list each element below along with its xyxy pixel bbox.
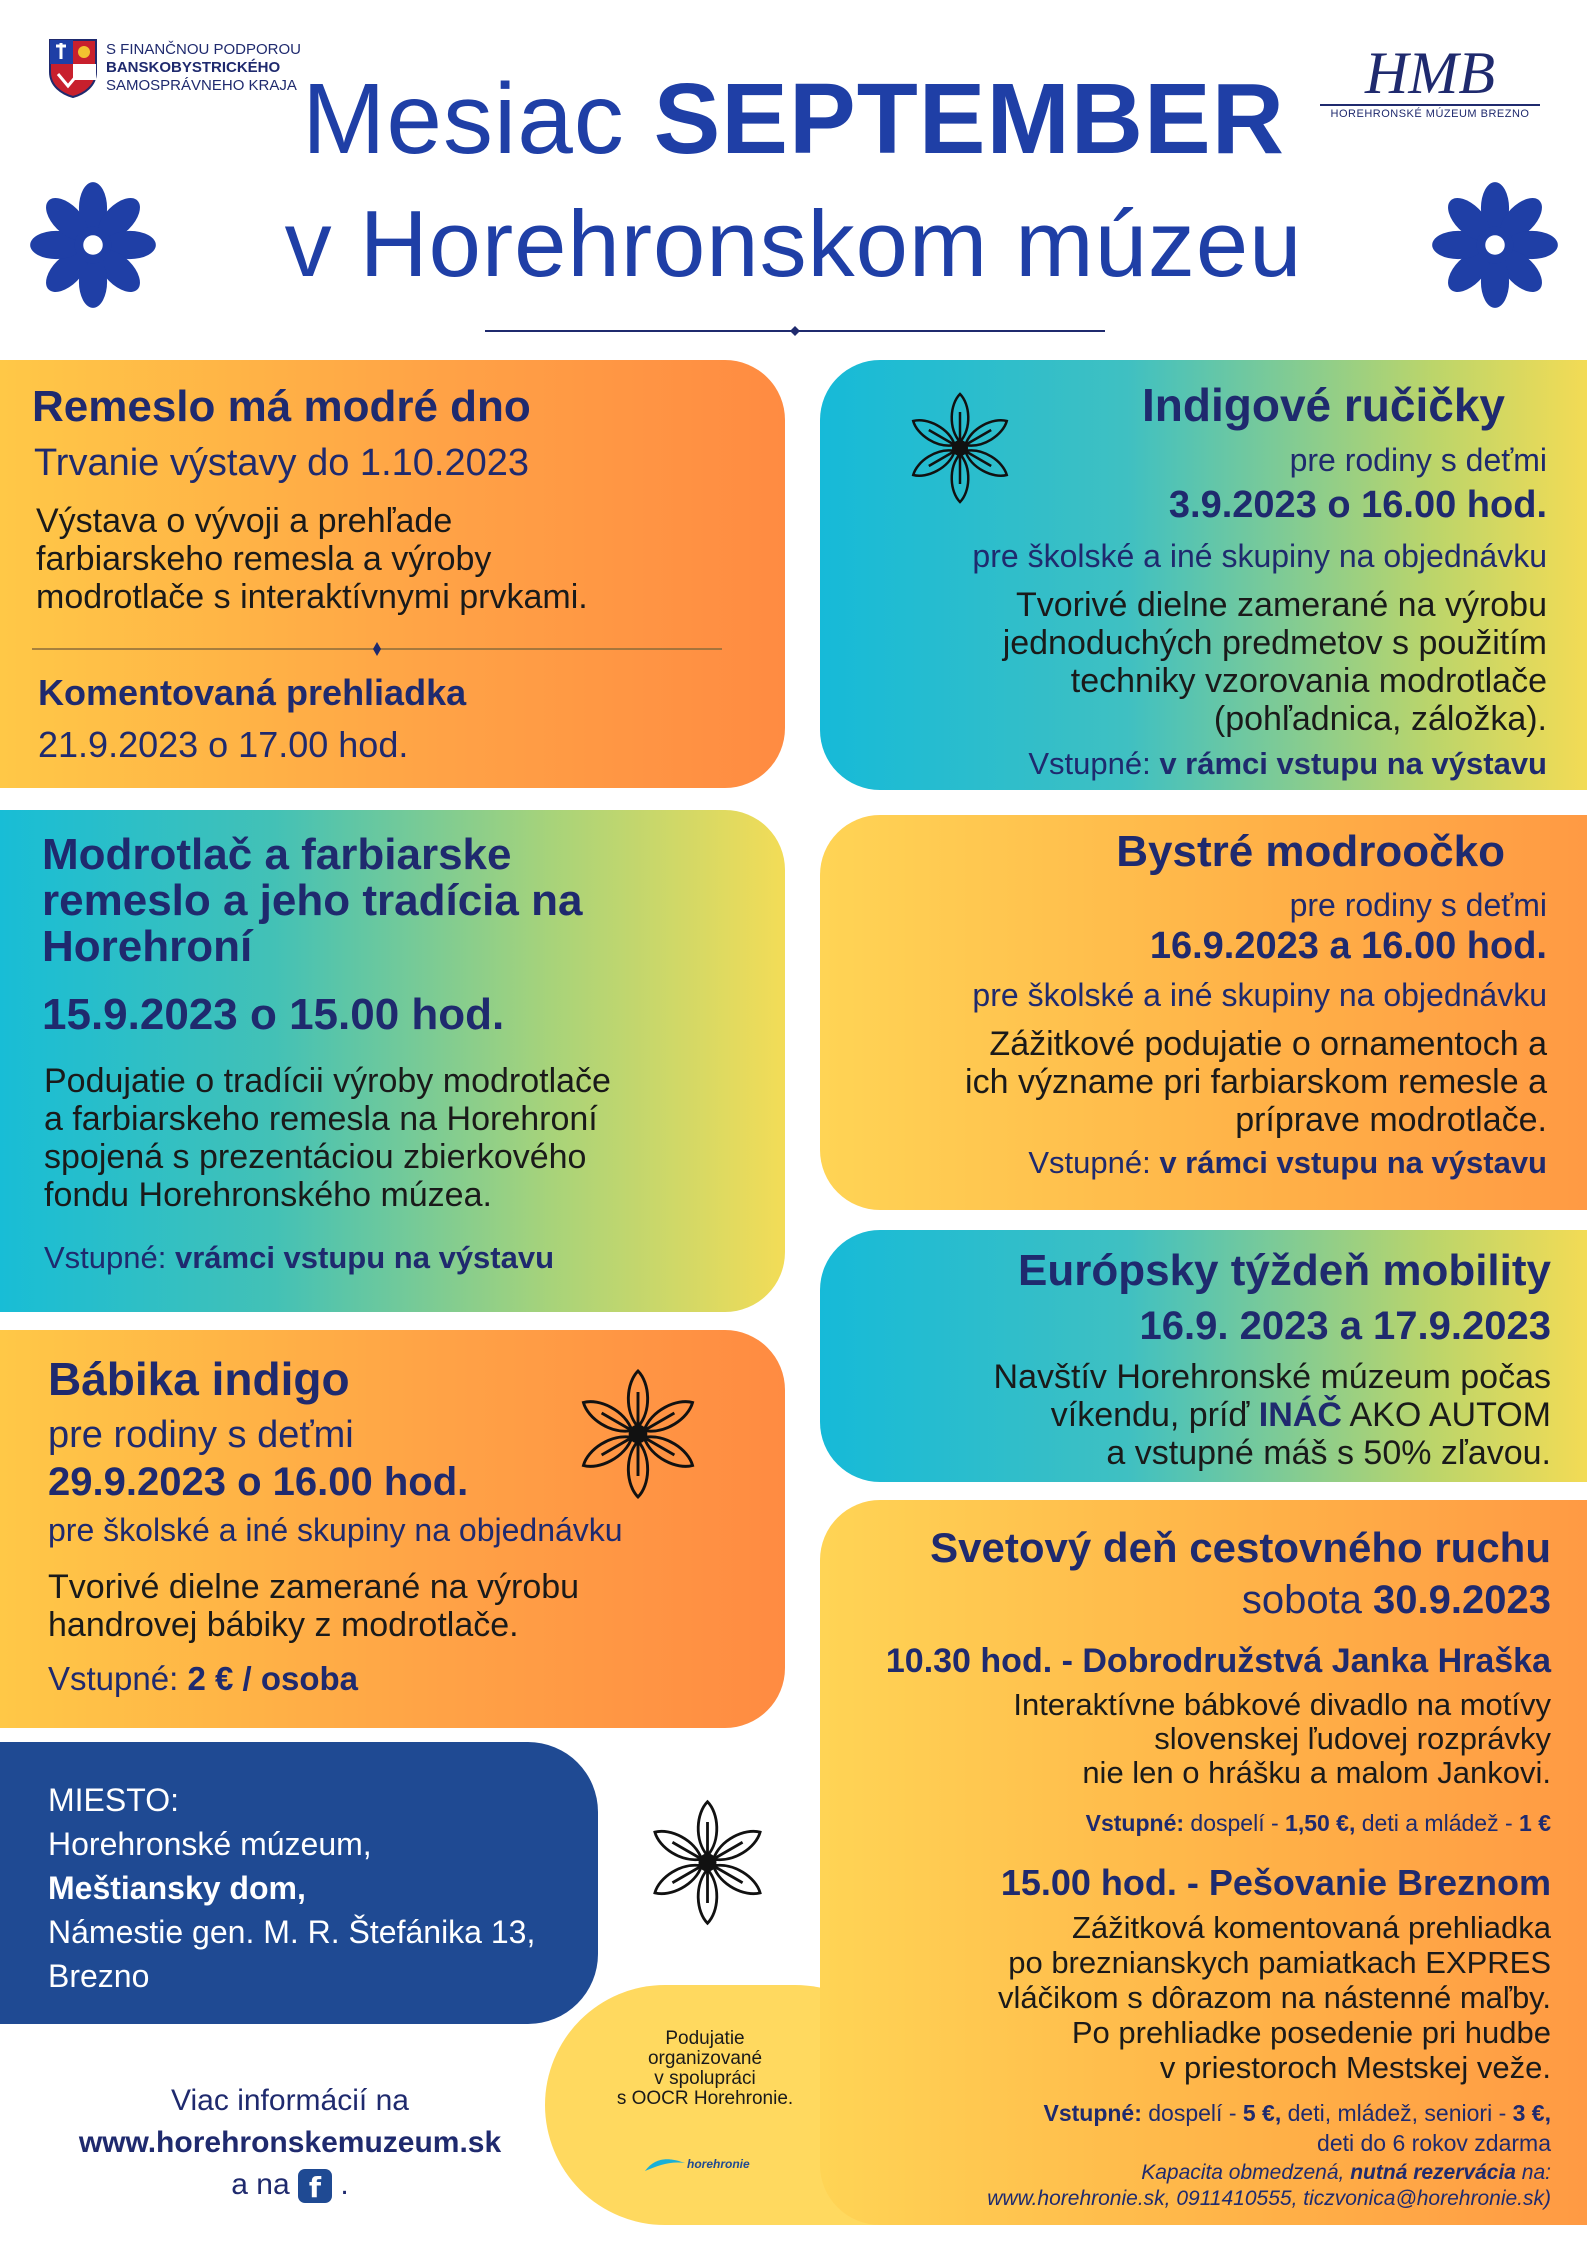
program-description: Interaktívne bábkové divadlo na motívy slovenskej ľudovej rozprávky nie len o hrášku a malom Jankovi.	[1013, 1687, 1551, 1790]
footer-facebook-line: a na f .	[231, 2168, 349, 2205]
line-flower-icon	[568, 1364, 708, 1504]
event-description: Tvorivé dielne zamerané na výrobu handrovej bábiky z modrotlače.	[48, 1568, 580, 1644]
event-date: 3.9.2023 o 16.00 hod.	[1168, 484, 1547, 526]
event-fee: Vstupné: 2 € / osoba	[48, 1660, 358, 1697]
event-groups: pre školské a iné skupiny na objednávku	[972, 538, 1547, 574]
capacity-note: Kapacita obmedzená, nutná rezervácia na: www.horehronie.sk, 0911410555, ticzvonica@horehronie.sk)	[987, 2161, 1551, 2210]
event-fee: Vstupné: v rámci vstupu na výstavu	[1028, 746, 1547, 781]
event-groups: pre školské a iné skupiny na objednávku	[48, 1512, 623, 1548]
event-title: Modrotlač a farbiarske remeslo a jeho tradícia na Horehroní	[42, 830, 583, 971]
event-title: Indigové ručičky	[1141, 379, 1505, 431]
event-fee: Vstupné: v rámci vstupu na výstavu	[1028, 1145, 1547, 1180]
tour-date: 21.9.2023 o 17.00 hod.	[38, 724, 409, 765]
event-audience: pre rodiny s deťmi	[1289, 887, 1547, 923]
horehronie-logo: horehronie	[645, 2149, 775, 2189]
event-title: Bábika indigo	[48, 1353, 350, 1405]
tour-title: Komentovaná prehliadka	[38, 672, 467, 713]
title-divider	[485, 326, 1105, 336]
logo-subtitle: HOREHRONSKÉ MÚZEUM BREZNO	[1320, 104, 1540, 120]
venue-line: Meštiansky dom,	[48, 1870, 306, 1906]
line-flower-icon	[640, 1795, 775, 1930]
event-groups: pre školské a iné skupiny na objednávku	[972, 977, 1547, 1013]
event-title: Svetový deň cestovného ruchu	[930, 1524, 1551, 1571]
event-card-mobilita	[820, 1230, 1587, 1482]
event-date: 16.9.2023 a 16.00 hod.	[1149, 925, 1547, 967]
venue-block	[0, 1742, 598, 2024]
facebook-icon[interactable]: f	[298, 2169, 332, 2203]
sponsor-text: S FINANČNOU PODPOROU BANSKOBYSTRICKÉHO SAMOSPRÁVNEHO KRAJA	[106, 41, 302, 94]
partner-text: Podujatie organizované v spolupráci s OOCR Horehronie.	[616, 2028, 794, 2109]
event-date: 29.9.2023 o 16.00 hod.	[48, 1460, 469, 1504]
website-link[interactable]: www.horehronskemuzeum.sk	[78, 2126, 502, 2159]
program-title: 15.00 hod. - Pešovanie Breznom	[1000, 1862, 1551, 1903]
event-card-modrotlac	[0, 810, 785, 1312]
venue-line: Horehronské múzeum,	[48, 1826, 372, 1862]
venue-label: MIESTO:	[48, 1782, 179, 1818]
event-card-svetovy	[820, 1500, 1587, 2225]
page-title: Mesiac SEPTEMBER	[302, 63, 1285, 175]
program-title: 10.30 hod. - Dobrodružstvá Janka Hraška	[885, 1642, 1551, 1680]
event-card-modroocko	[820, 815, 1587, 1210]
event-subtitle: Trvanie výstavy do 1.10.2023	[34, 442, 529, 484]
event-fee: Vstupné: vrámci vstupu na výstavu	[44, 1240, 555, 1275]
venue-line: Brezno	[48, 1958, 150, 1994]
footer-info	[20, 2084, 560, 2203]
event-title: Remeslo má modré dno	[32, 382, 531, 431]
program-fee: Vstupné: dospelí - 5 €, deti, mládež, seniori - 3 €, deti do 6 rokov zdarma	[1043, 2100, 1551, 2156]
logo-mark: HMB	[1365, 40, 1495, 106]
horehronie-logo-mark	[645, 2155, 685, 2175]
line-flower-icon	[900, 388, 1020, 508]
program-description: Zážitková komentovaná prehliadka po breznianskych pamiatkach EXPRES vláčikom s dôrazom na nástenné maľby. Po prehliadke posedenie pri hudbe v priestoroch Mestskej veže.	[998, 1910, 1551, 2085]
event-audience: pre rodiny s deťmi	[48, 1414, 354, 1456]
event-card-rucicky	[820, 360, 1587, 790]
event-card-babika	[0, 1330, 785, 1728]
event-title: Bystré modroočko	[1116, 827, 1505, 876]
event-description: Podujatie o tradícii výroby modrotlače a farbiarskeho remesla na Horehroní spojená s prezentáciou zbierkového fondu Horehronského múzea.	[44, 1062, 611, 1214]
event-audience: pre rodiny s deťmi	[1289, 442, 1547, 478]
event-description: Výstava o vývoji a prehľade farbiarskeho remesla a výroby modrotlače s interaktívnymi prvkami.	[36, 502, 588, 616]
event-date: 16.9. 2023 a 17.9.2023	[1139, 1304, 1551, 1348]
program-fee: Vstupné: dospelí - 1,50 €, deti a mládež - 1 €	[1085, 1810, 1551, 1836]
event-description: Tvorivé dielne zamerané na výrobu jednoduchých predmetov s použitím techniky vzorovania modrotlače (pohľadnica, záložka).	[1002, 586, 1547, 738]
event-description: Navštív Horehronské múzeum počas víkendu, príď INÁČ AKO AUTOM a vstupné máš s 50% zľavou.	[993, 1358, 1551, 1472]
event-date: sobota 30.9.2023	[1241, 1578, 1551, 1622]
card-divider	[32, 642, 722, 656]
page-subtitle: v Horehronskom múzeu	[284, 191, 1303, 296]
contact-info[interactable]: www.horehronie.sk, 0911410555, ticzvonica@horehronie.sk)	[987, 2187, 1551, 2210]
event-title: Európsky týždeň mobility	[1018, 1246, 1551, 1295]
event-date: 15.9.2023 o 15.00 hod.	[42, 990, 505, 1039]
footer-line: Viac informácií na	[171, 2084, 409, 2117]
venue-line: Námestie gen. M. R. Štefánika 13,	[48, 1914, 536, 1950]
event-description: Zážitkové podujatie o ornamentoch a ich význame pri farbiarskom remesle a príprave modrotlače.	[965, 1025, 1547, 1139]
event-card-remeslo	[0, 360, 785, 788]
